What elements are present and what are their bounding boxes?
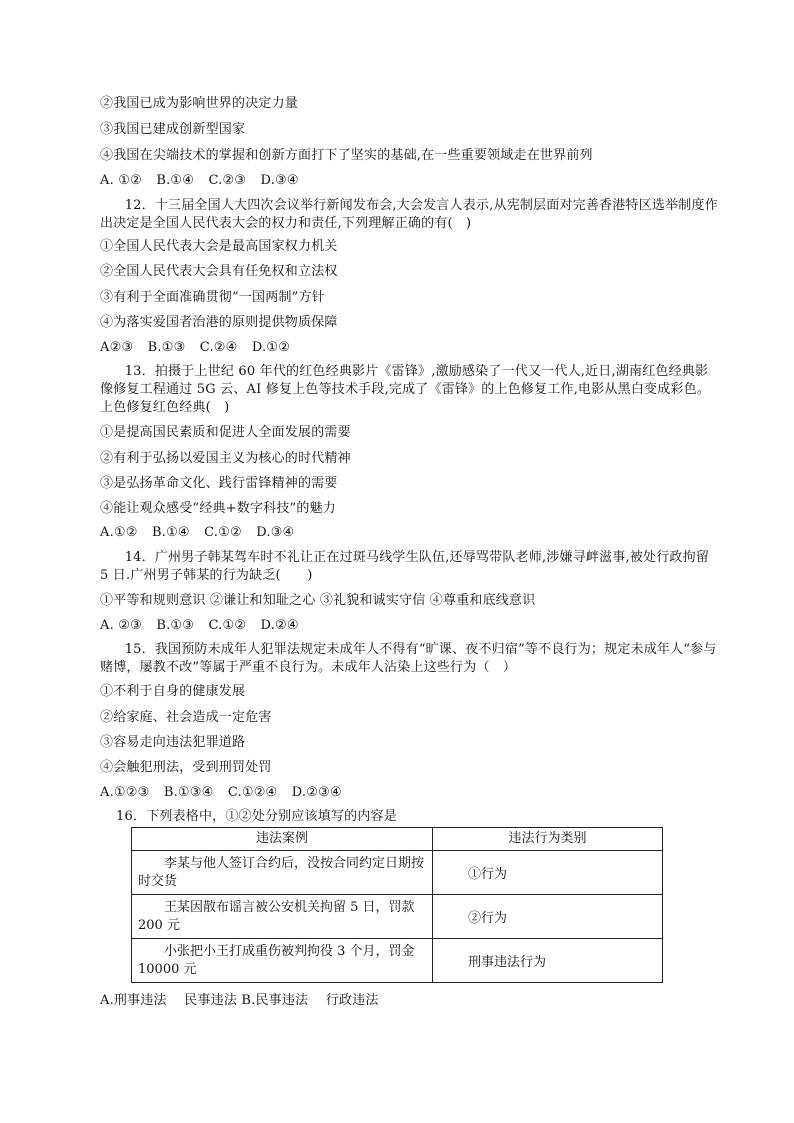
q11-answer-b: B.①④ [156, 173, 195, 188]
q13-answers [100, 524, 304, 542]
q12-answer-d: D.①② [251, 340, 291, 355]
q11-answer-a: A. ①② [100, 173, 142, 188]
q13-option-1: ①是提高国民素质和促进人全面发展的需要 [100, 425, 351, 440]
q11-option-4: ④我国在尖端技术的掌握和创新方面打下了坚实的基础,在一些重要领域走在世界前列 [100, 148, 593, 163]
q15-answer-c: C.①②④ [227, 785, 278, 800]
q12-option-3: ③有利于全面准确贯彻”一国两制”方针 [100, 290, 325, 305]
q13-answer-c: C.①② [204, 525, 242, 540]
q12-option-2: ②全国人民代表大会具有任免权和立法权 [100, 264, 338, 279]
q11-answers [100, 172, 309, 190]
table-row [132, 939, 663, 983]
table-cell-type [433, 895, 663, 939]
q12-answer-b: B.①③ [147, 340, 186, 355]
q15-answer-b: B.①③④ [163, 785, 214, 800]
violation-table [131, 827, 663, 983]
q11-option-2: ②我国已成为影响世界的决定力量 [100, 96, 299, 111]
q11-option-3: ③我国已建成创新型国家 [100, 122, 246, 137]
q13-answer-a: A.①② [100, 525, 138, 540]
q12-answers [100, 339, 300, 357]
table-cell-case [132, 895, 433, 939]
table-cell-case [132, 939, 433, 983]
case-text: 小张把小王打成重伤被判拘役 3 个月，罚金 10000 元 [138, 943, 415, 977]
q14-answers [100, 617, 309, 635]
q14-answer-b: B.①③ [156, 618, 195, 633]
case-text: 李某与他人签订合约后，没按合同约定日期按时交货 [138, 855, 425, 889]
table-row [132, 895, 663, 939]
q14-answer-c: C.①② [208, 618, 247, 633]
q15-answers [100, 784, 352, 802]
q16-stem: 16．下列表格中，①②处分别应该填写的内容是 [116, 809, 397, 824]
q13-option-2: ②有利于弘扬以爱国主义为核心的时代精神 [100, 451, 351, 466]
table-header-row [132, 828, 663, 851]
q14-answer-d: D.②④ [260, 618, 299, 633]
case-text: 王某因散布谣言被公安机关拘留 5 日，罚款 200 元 [138, 899, 415, 933]
table-row [132, 851, 663, 895]
q13-answer-d: D.③④ [256, 525, 295, 540]
table-cell-type [433, 939, 663, 983]
q15-option-1: ①不利于自身的健康发展 [100, 684, 246, 699]
type-text: 刑事违法行为 [468, 955, 547, 970]
q12-answer-c: C.②④ [199, 340, 238, 355]
q15-option-2: ②给家庭、社会造成一定危害 [100, 710, 272, 725]
q12-option-4: ④为落实爱国者治港的原则提供物质保障 [100, 315, 338, 330]
q15-answer-a: A.①②③ [100, 785, 150, 800]
q15-stem: 15．我国预防未成年人犯罪法规定未成年人不得有“旷课、夜不归宿”等不良行为；规定未成年人“参与赌博，屡教不改”等属于严重不良行为。未成年人沾染上这些行为（ ） [100, 642, 717, 675]
q12-option-1: ①全国人民代表大会是最高国家权力机关 [100, 239, 338, 254]
header-case: 违法案例 [132, 828, 433, 851]
q12-answer-a: A②③ [100, 340, 134, 355]
q15-answer-d: D.②③④ [291, 785, 342, 800]
q14-stem: 14．广州男子韩某驾车时不礼让正在过斑马线学生队伍,还辱骂带队老师,涉嫌寻衅滋事,被处行政拘留 5 日.广州男子韩某的行为缺乏( ) [100, 550, 710, 583]
q11-answer-c: C.②③ [208, 173, 247, 188]
q12-stem: 12．十三届全国人大四次会议举行新闻发布会,大会发言人表示,从宪制层面对完善香港特区选举制度作出决定是全国人民代表大会的权力和责任,下列理解正确的有( ) [100, 198, 718, 231]
q14-answer-a: A. ②③ [100, 618, 142, 633]
type-text: ①行为 [468, 867, 508, 882]
header-type: 违法行为类别 [433, 828, 663, 851]
table-cell-type [433, 851, 663, 895]
q11-answer-d: D.③④ [260, 173, 299, 188]
q14-options: ①平等和规则意识 ②谦让和知耻之心 ③礼貌和诚实守信 ④尊重和底线意识 [100, 593, 536, 608]
q15-option-4: ④会触犯刑法，受到刑罚处罚 [100, 760, 272, 775]
q13-option-4: ④能让观众感受“经典+数字科技”的魅力 [100, 501, 336, 516]
type-text: ②行为 [468, 911, 508, 926]
q15-option-3: ③容易走向违法犯罪道路 [100, 735, 246, 750]
q13-option-3: ③是弘扬革命文化、践行雷锋精神的需要 [100, 476, 338, 491]
q16-answers: A.刑事违法 民事违法 B.民事违法 行政违法 [100, 993, 379, 1008]
table-cell-case [132, 851, 433, 895]
q13-answer-b: B.①④ [151, 525, 190, 540]
q13-stem: 13．拍摄于上世纪 60 年代的红色经典影片《雷锋》,激励感染了一代又一代人,近日,湖南红色经典影像修复工程通过 5G 云、AI 修复上色等技术手段,完成了《雷锋》的上色修复工作,电影从黑白变成彩色。上色修复红色经典( ) [100, 364, 711, 415]
